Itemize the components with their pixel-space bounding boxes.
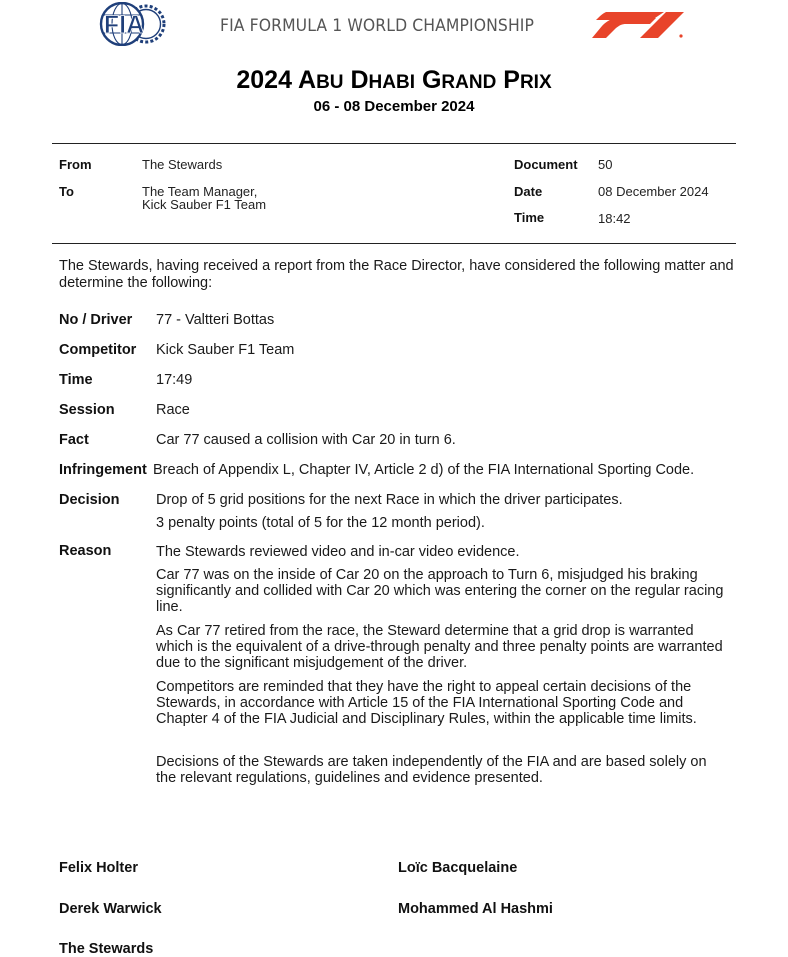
decision-line2: 3 penalty points (total of 5 for the 12 month period). xyxy=(156,515,485,531)
event-dates: 06 - 08 December 2024 xyxy=(313,98,475,115)
session-value: Race xyxy=(156,402,190,418)
reason-paragraph: Decisions of the Stewards are taken independently of the FIA and are based solely on the relevant regulations, guidelines and evidence presented. xyxy=(156,754,707,786)
event-name-word: DHABI xyxy=(350,66,415,94)
reason-paragraph: Competitors are reminded that they have the right to appeal certain decisions of the Stewards, in accordance with Article 15 of the FIA International Sporting Code and Chapter 4 of the FIA Judicial and Disciplinary Rules, within the applicable time limits. xyxy=(156,679,697,727)
time-value: 18:42 xyxy=(598,211,631,226)
time-label: Time xyxy=(514,210,545,225)
reason-label: Reason xyxy=(59,543,112,559)
event-name-word: GRAND xyxy=(421,66,497,94)
decision-label: Decision xyxy=(59,492,120,508)
decision-line1: Drop of 5 grid positions for the next Race in which the driver participates. xyxy=(156,492,623,508)
stewards-footer: The Stewards xyxy=(59,941,154,957)
time-field-value: 17:49 xyxy=(156,372,193,388)
competitor-value: Kick Sauber F1 Team xyxy=(156,342,295,358)
time-field-label: Time xyxy=(59,372,93,388)
reason-paragraph: As Car 77 retired from the race, the Steward determine that a grid drop is warranted which is the equivalent of a drive-through penalty and three penalty points are warranted due to the significant misjudgement of the driver. xyxy=(156,623,723,671)
document-label: Document xyxy=(514,157,578,172)
event-title: 2024 ABU DHABI GRAND PRIX xyxy=(236,66,552,94)
intro-text: The Stewards, having received a report from the Race Director, have considered the following matter and determine the following: xyxy=(59,258,734,291)
steward-signature: Felix Holter xyxy=(59,860,138,876)
date-label: Date xyxy=(514,184,543,199)
infringement-value: Breach of Appendix L, Chapter IV, Article 2 d) of the FIA International Sporting Code. xyxy=(153,462,695,478)
document-value: 50 xyxy=(598,157,613,172)
driver-value: 77 - Valtteri Bottas xyxy=(156,312,275,328)
to-label: To xyxy=(59,184,74,199)
steward-signature: Loïc Bacquelaine xyxy=(398,860,518,876)
event-name-word: PRIX xyxy=(503,66,552,94)
event-name-word: ABU xyxy=(298,66,344,94)
steward-signature: Mohammed Al Hashmi xyxy=(398,901,553,917)
driver-label: No / Driver xyxy=(59,312,133,328)
from-value: The Stewards xyxy=(142,157,223,172)
championship-title: FIA FORMULA 1 WORLD CHAMPIONSHIP xyxy=(220,16,535,36)
divider-top xyxy=(52,143,736,144)
from-label: From xyxy=(59,157,92,172)
fia-logo-icon xyxy=(98,2,170,46)
reason-paragraph: The Stewards reviewed video and in-car video evidence. xyxy=(156,544,520,560)
to-value-line1: The Team Manager, xyxy=(142,184,258,199)
session-label: Session xyxy=(59,402,115,418)
divider-bottom xyxy=(52,243,736,244)
competitor-label: Competitor xyxy=(59,342,137,358)
infringement-label: Infringement xyxy=(59,462,147,478)
to-value-line2: Kick Sauber F1 Team xyxy=(142,197,267,212)
date-value: 08 December 2024 xyxy=(598,184,709,199)
f1-logo-icon xyxy=(592,12,688,40)
steward-signature: Derek Warwick xyxy=(59,901,162,917)
fact-label: Fact xyxy=(59,432,89,448)
reason-paragraph: Car 77 was on the inside of Car 20 on the approach to Turn 6, misjudged his braking significantly and collided with Car 20 which was entering the corner on the regular racing line. xyxy=(156,567,724,615)
svg-text:FIA: FIA xyxy=(103,11,145,39)
fact-value: Car 77 caused a collision with Car 20 in turn 6. xyxy=(156,432,456,448)
